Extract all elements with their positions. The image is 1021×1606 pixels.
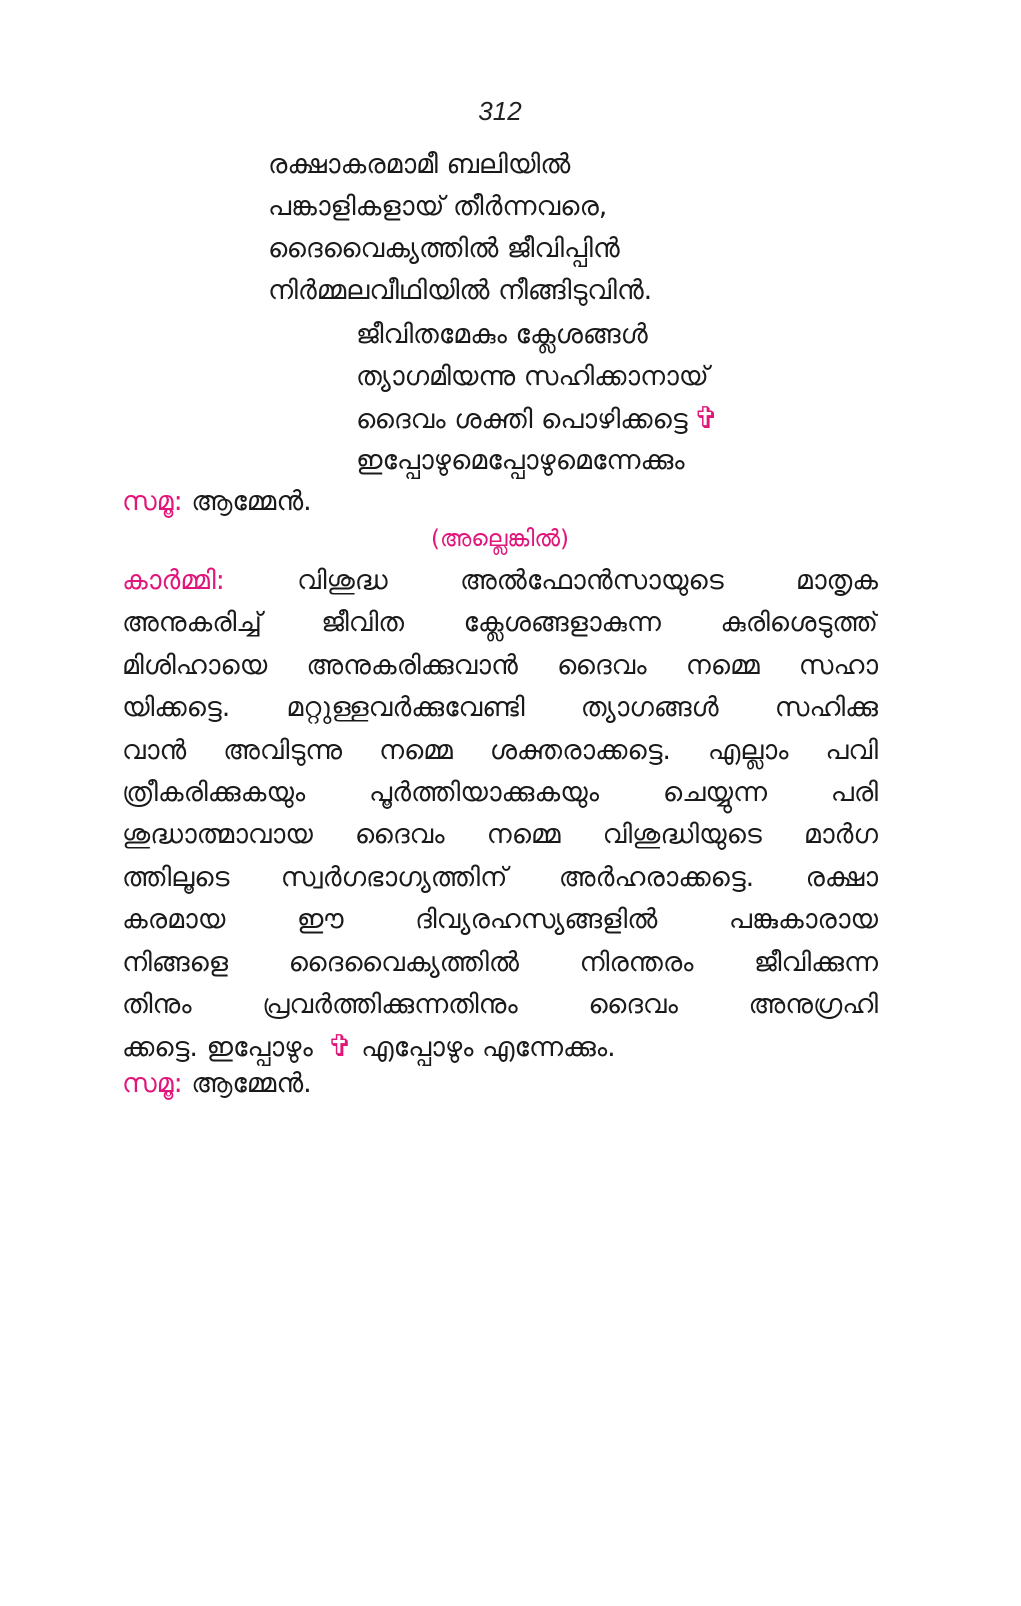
- speaker-label: സമൂ:: [122, 1068, 183, 1099]
- hymn-line: നിർമ്മലവീഥിയിൽ നീങ്ങിടുവിൻ.: [268, 275, 653, 306]
- prayer-line: മിശിഹായെ അനുകരിക്കുവാൻ ദൈവം നമ്മെ സഹാ: [122, 649, 878, 681]
- cross-icon: ✞: [327, 1029, 353, 1065]
- response-text: ആമ്മേൻ.: [191, 1068, 312, 1099]
- prayer-line: കരമായ ഈ ദിവ്യരഹസ്യങ്ങളിൽ പങ്കുകാരായ: [122, 904, 878, 936]
- prayer-line: നിങ്ങളെ ദൈവൈക്യത്തിൽ നിരന്തരം ജീവിക്കുന്ന: [122, 946, 878, 978]
- prayer-line-text: ക്കട്ടെ. ഇപ്പോഴും: [122, 1032, 313, 1064]
- prayer-line: വാൻ അവിടുന്നു നമ്മെ ശക്തരാക്കട്ടെ. എല്ലാം പവി: [122, 734, 878, 766]
- speaker-label: കാർമ്മി:: [122, 565, 225, 596]
- hymn-line: ജീവിതമേകും ക്ലേശങ്ങൾ: [356, 319, 648, 350]
- hymn-line-text: ദൈവം ശക്തി പൊഴിക്കട്ടെ: [356, 404, 688, 435]
- prayer-line: [122, 1026, 878, 1068]
- prayer-line: ശുദ്ധാത്മാവായ ദൈവം നമ്മെ വിശുദ്ധിയുടെ മാർഗ: [122, 819, 878, 851]
- congregation-response: [122, 486, 312, 518]
- prayer-line: [122, 560, 878, 602]
- prayer-line: ത്രീകരിക്കുകയും പൂർത്തിയാക്കുകയും ചെയ്യുന്ന പരി: [122, 776, 878, 808]
- alternative-heading: (അല്ലെങ്കിൽ): [431, 526, 569, 552]
- prayer-line: യിക്കട്ടെ. മറ്റുള്ളവർക്കുവേണ്ടി ത്യാഗങ്ങൾ സഹിക്കു: [122, 692, 878, 724]
- cross-icon: ✞: [693, 401, 719, 436]
- hymn-stanza-1: [268, 144, 652, 312]
- hymn-line: രക്ഷാകരമാമീ ബലിയിൽ: [268, 149, 571, 180]
- congregation-response: [122, 1068, 312, 1100]
- response-text: ആമ്മേൻ.: [191, 486, 312, 517]
- page-number: 312: [478, 96, 522, 126]
- celebrant-prayer: [122, 560, 878, 1069]
- hymn-line: ത്യാഗമിയന്നു സഹിക്കാനായ്: [356, 361, 709, 392]
- hymn-line: ഇപ്പോഴുമെപ്പോഴുമെന്നേക്കും: [356, 445, 685, 476]
- speaker-label: സമൂ:: [122, 486, 183, 517]
- prayer-line-text: വിശുദ്ധ അൽഫോൻസായുടെ മാതൃക: [297, 565, 878, 596]
- prayer-line: അനുകരിച്ച് ജീവിത ക്ലേശങ്ങളാകുന്ന കുരിശെടുത്ത്: [122, 607, 878, 639]
- hymn-stanza-2: [356, 314, 719, 482]
- prayer-line: തിനും പ്രവർത്തിക്കുന്നതിനും ദൈവം അനുഗ്രഹി: [122, 988, 878, 1020]
- hymn-line: ദൈവൈക്യത്തിൽ ജീവിപ്പിൻ: [268, 233, 620, 264]
- prayer-line: ത്തിലൂടെ സ്വർഗഭാഗ്യത്തിന് അർഹരാക്കട്ടെ. രക്ഷാ: [122, 861, 878, 893]
- hymn-line: [356, 398, 719, 440]
- hymn-line: പങ്കാളികളായ് തീർന്നവരെ,: [268, 191, 608, 222]
- prayer-line-text: എപ്പോഴും എന്നേക്കും.: [361, 1032, 616, 1064]
